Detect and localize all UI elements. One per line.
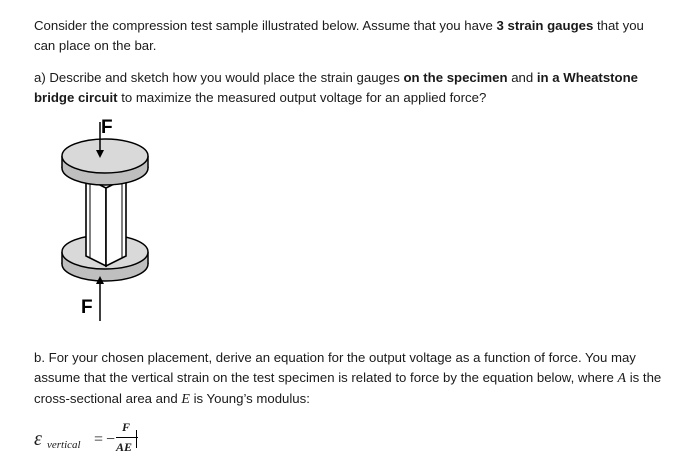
question-a-bold-bridge: in a Wheatstone bridge circuit: [34, 70, 638, 105]
question-b-text-3: is Young’s modulus:: [189, 391, 310, 406]
bottom-force-label: F: [81, 297, 93, 318]
question-a-text-2: and: [507, 70, 537, 85]
top-force-label: F: [101, 117, 113, 138]
strain-subscript: vertical: [47, 439, 81, 451]
compression-specimen-figure: [50, 118, 160, 328]
fraction-bar: [116, 437, 138, 438]
bar-right-face: [106, 178, 126, 266]
fraction-denominator: AE: [116, 440, 133, 454]
specimen-drawing: [50, 118, 160, 328]
question-b-paragraph: [34, 348, 664, 410]
intro-bold-strain-gauges: 3 strain gauges: [496, 18, 594, 33]
intro-paragraph: [34, 16, 664, 56]
fraction-numerator: F: [122, 420, 131, 434]
strain-equation: [34, 420, 234, 466]
variable-area: A: [617, 371, 627, 386]
question-b-text-2: is the cross-sectional area and: [34, 370, 662, 406]
intro-text-1: Consider the compression test sample illustrated below. Assume that you have: [34, 18, 497, 33]
question-a-text-3: to maximize the measured output voltage for an applied force?: [117, 90, 487, 105]
variable-modulus: E: [181, 392, 190, 407]
question-a-paragraph: [34, 68, 664, 108]
question-a-bold-specimen: on the specimen: [403, 70, 508, 85]
intro-text-2: that you can place on the bar.: [34, 18, 644, 53]
question-b-text-1: b. For your chosen placement, derive an equation for the output voltage as a function of force. You may assume that the vertical strain on the test specimen is related to force by the equation below, where: [34, 350, 636, 385]
top-plate-top: [62, 139, 148, 173]
minus-sign: −: [106, 431, 116, 448]
question-a-text-1: a) Describe and sketch how you would place the strain gauges: [34, 70, 404, 85]
equals-sign: =: [94, 431, 104, 448]
text-cursor: [136, 430, 137, 448]
strain-symbol: ε: [34, 428, 42, 450]
bar-front-face: [86, 178, 106, 266]
